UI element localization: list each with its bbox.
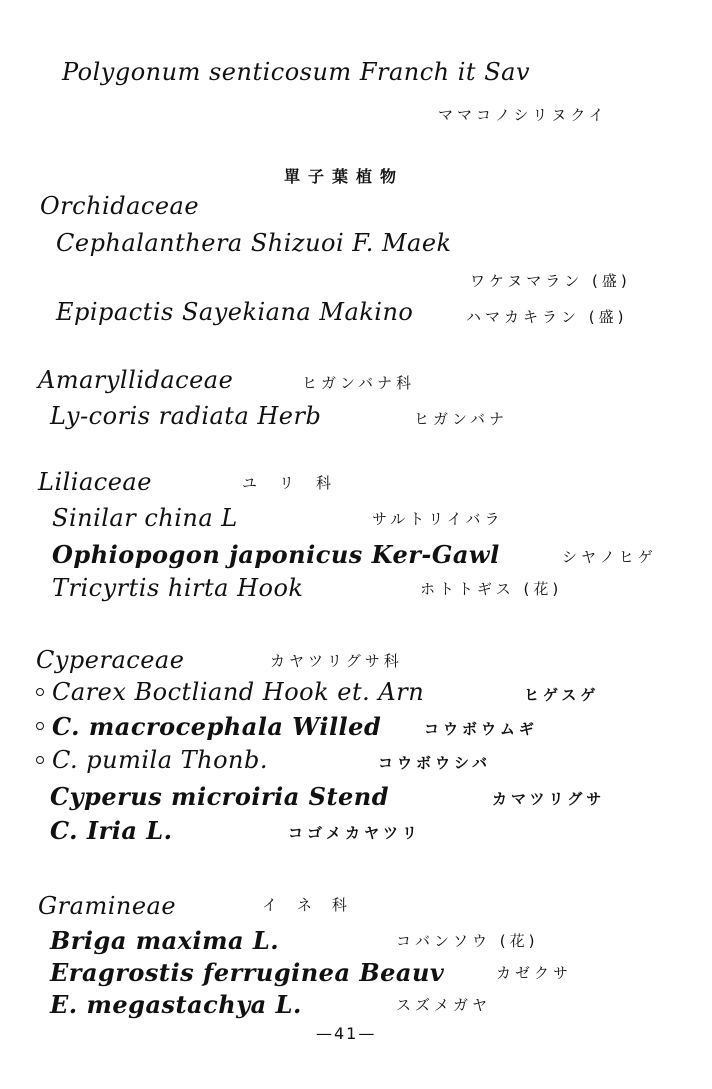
family-name-gramineae: Gramineae xyxy=(38,892,177,920)
species-latin: C. macrocephala Willed xyxy=(52,712,382,741)
species-japanese: ハマカキラン (盛) xyxy=(466,308,628,326)
species-japanese: ヒガンバナ xyxy=(414,410,508,428)
family-name-liliaceae: Liliaceae xyxy=(38,468,152,496)
section-heading: 單子葉植物 xyxy=(284,167,405,186)
species-japanese: サルトリイバラ xyxy=(372,510,504,528)
species-latin: E. megastachya L. xyxy=(50,990,302,1019)
species-japanese: ヒゲスゲ xyxy=(524,686,600,704)
family-japanese: イネ科 xyxy=(262,896,367,914)
species-latin: Tricyrtis hirta Hook xyxy=(52,574,304,602)
species-latin: Cyperus microiria Stend xyxy=(50,782,390,811)
top-entry-japanese: ママコノシリヌクイ xyxy=(438,106,608,124)
bullet-marker xyxy=(36,756,44,764)
family-name-cyperaceae: Cyperaceae xyxy=(36,646,185,674)
species-japanese: コウボウムギ xyxy=(424,720,538,738)
species-latin: Epipactis Sayekiana Makino xyxy=(56,298,414,326)
family-name-amaryllidaceae: Amaryllidaceae xyxy=(38,366,234,394)
family-japanese: カヤツリグサ科 xyxy=(270,652,403,670)
species-latin: Ophiopogon japonicus Ker-Gawl xyxy=(52,540,500,569)
family-name-orchidaceae: Orchidaceae xyxy=(40,192,200,220)
species-japanese: カゼクサ xyxy=(496,964,573,982)
species-latin: Sinilar china L xyxy=(52,504,238,532)
species-japanese: カマツリグサ xyxy=(492,790,606,808)
species-latin: Carex Boctliand Hook et. Arn xyxy=(52,678,425,706)
species-japanese: スズメガヤ xyxy=(396,996,492,1014)
species-japanese: コゴメカヤツリ xyxy=(288,824,422,842)
species-japanese: コウボウシバ xyxy=(378,754,491,772)
species-latin: Eragrostis ferruginea Beauv xyxy=(50,958,445,987)
species-latin: Cephalanthera Shizuoi F. Maek xyxy=(56,229,452,257)
top-entry-latin: Polygonum senticosum Franch it Sav xyxy=(62,58,530,86)
species-japanese: コバンソウ (花) xyxy=(396,932,539,950)
bullet-marker xyxy=(36,688,44,696)
species-japanese: シヤノヒゲ xyxy=(562,548,657,566)
species-latin: C. pumila Thonb. xyxy=(52,746,268,774)
page-number: —41— xyxy=(316,1024,377,1043)
species-latin: C. Iria L. xyxy=(50,816,173,845)
family-japanese: ユリ科 xyxy=(242,474,354,492)
species-latin: Ly-coris radiata Herb xyxy=(50,402,322,430)
family-japanese: ヒガンバナ科 xyxy=(302,374,415,392)
bullet-marker xyxy=(36,722,44,730)
species-japanese: ホトトギス (花) xyxy=(420,580,563,598)
species-japanese: ワケヌマラン (盛) xyxy=(470,272,631,290)
species-latin: Briga maxima L. xyxy=(50,926,280,955)
